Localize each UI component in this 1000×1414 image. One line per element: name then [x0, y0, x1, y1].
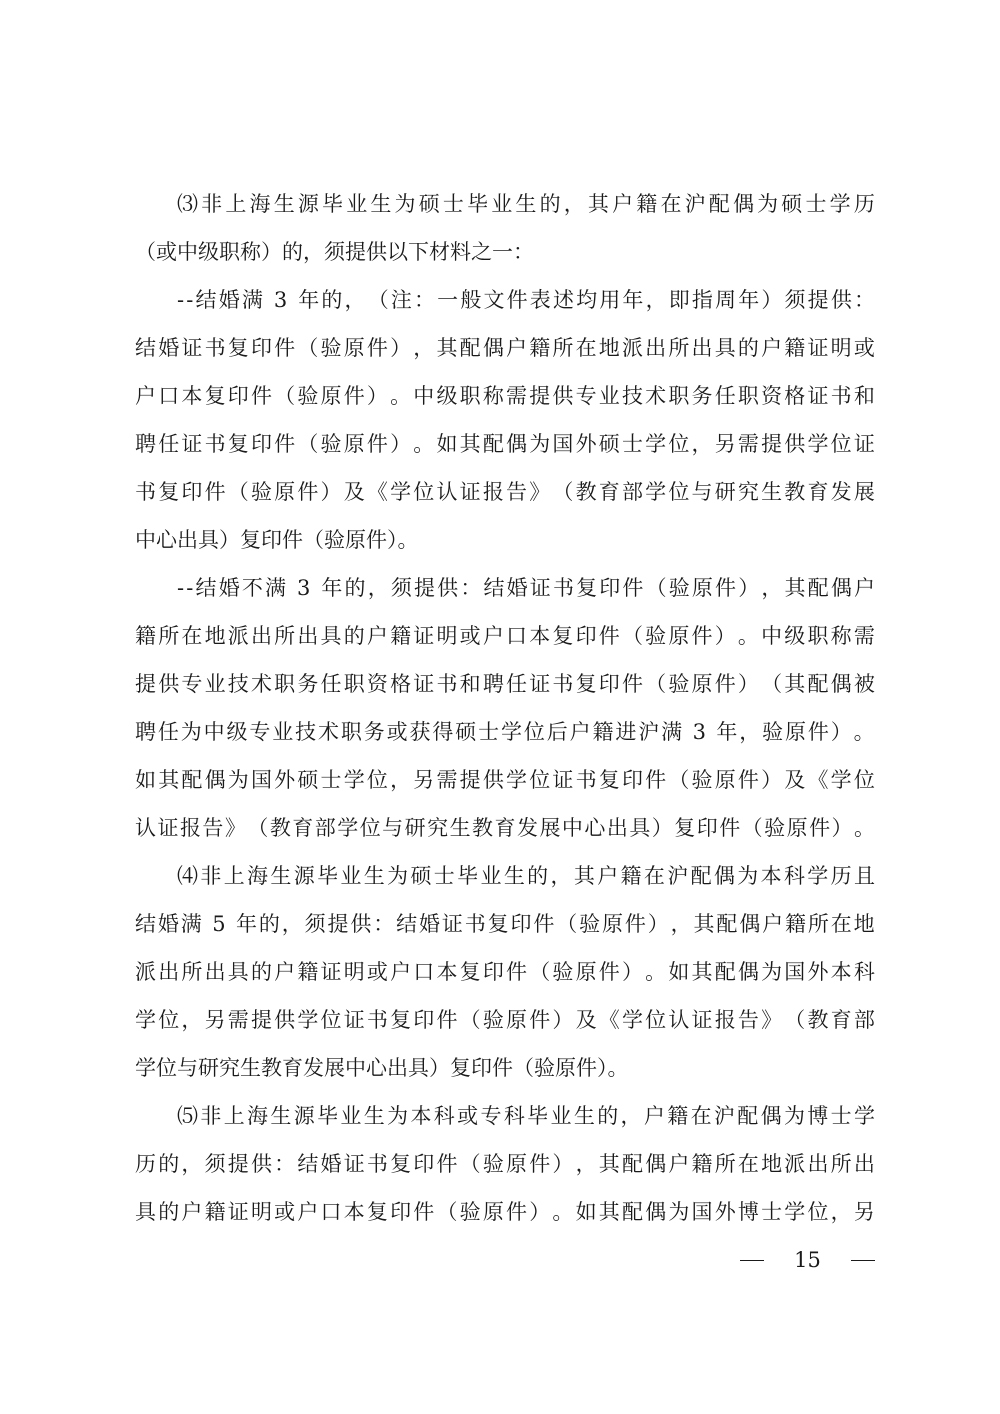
left-dash [740, 1260, 764, 1261]
text-line: 认 证 报 告 》 （ 教 育 部 学 位 与 研 究 生 教 育 发 展 中 心 出 具 ） 复 印 件 （ 验 原 件 ） 。 [135, 816, 875, 840]
text-line: 如 其 配 偶 为 国 外 硕 士 学 位 ， 另 需 提 供 学 位 证 书 复 印 件 （ 验 原 件 ） 及 《 学 位 [135, 768, 875, 792]
text-line: - - 结 婚 满 3 年 的 ， （ 注 ： 一 般 文 件 表 述 均 用 年 ， 即 指 周 年 ） 须 提 供 ： [177, 288, 875, 312]
text-line: 学位与研究生教育发展中心出具）复印件（验原件）。 [135, 1056, 629, 1080]
text-line: 结 婚 证 书 复 印 件 （ 验 原 件 ） ， 其 配 偶 户 籍 所 在 地 派 出 所 出 具 的 户 籍 证 明 或 [135, 336, 875, 360]
page-number: 15 [794, 1248, 821, 1272]
page-number-footer [740, 1240, 875, 1280]
text-line: 结 婚 满 5 年 的 ， 须 提 供 ： 结 婚 证 书 复 印 件 （ 验 原 件 ） ， 其 配 偶 户 籍 所 在 地 [135, 912, 875, 936]
text-line: 户 口 本 复 印 件 （ 验 原 件 ） 。 中 级 职 称 需 提 供 专 业 技 术 职 务 任 职 资 格 证 书 和 [135, 384, 875, 408]
text-line: 书 复 印 件 （ 验 原 件 ） 及 《 学 位 认 证 报 告 》 （ 教 育 部 学 位 与 研 究 生 教 育 发 展 [135, 480, 875, 504]
text-line: 历 的 ， 须 提 供 ： 结 婚 证 书 复 印 件 （ 验 原 件 ） ， 其 配 偶 户 籍 所 在 地 派 出 所 出 [135, 1152, 875, 1176]
text-line: 提 供 专 业 技 术 职 务 任 职 资 格 证 书 和 聘 任 证 书 复 印 件 （ 验 原 件 ） （ 其 配 偶 被 [135, 672, 875, 696]
text-line: ⑸ 非 上 海 生 源 毕 业 生 为 本 科 或 专 科 毕 业 生 的 ， 户 籍 在 沪 配 偶 为 博 士 学 [177, 1104, 875, 1128]
text-line: 中心出具）复印件（验原件）。 [135, 528, 419, 552]
text-line: 学 位 ， 另 需 提 供 学 位 证 书 复 印 件 （ 验 原 件 ） 及 《 学 位 认 证 报 告 》 （ 教 育 部 [135, 1008, 875, 1032]
text-line: ⑷ 非 上 海 生 源 毕 业 生 为 硕 士 毕 业 生 的 ， 其 户 籍 在 沪 配 偶 为 本 科 学 历 且 [177, 864, 875, 888]
text-line: ⑶ 非 上 海 生 源 毕 业 生 为 硕 士 毕 业 生 的 ， 其 户 籍 在 沪 配 偶 为 硕 士 学 历 [177, 192, 875, 216]
body-text [135, 180, 875, 1236]
text-line: 籍 所 在 地 派 出 所 出 具 的 户 籍 证 明 或 户 口 本 复 印 件 （ 验 原 件 ） 。 中 级 职 称 需 [135, 624, 875, 648]
text-line: 聘 任 证 书 复 印 件 （ 验 原 件 ） 。 如 其 配 偶 为 国 外 硕 士 学 位 ， 另 需 提 供 学 位 证 [135, 432, 875, 456]
text-line: 具 的 户 籍 证 明 或 户 口 本 复 印 件 （ 验 原 件 ） 。 如 其 配 偶 为 国 外 博 士 学 位 ， 另 [135, 1200, 875, 1224]
right-dash [851, 1260, 875, 1261]
text-line: - - 结 婚 不 满 3 年 的 ， 须 提 供 ： 结 婚 证 书 复 印 件 （ 验 原 件 ） ， 其 配 偶 户 [177, 576, 875, 600]
text-line: （或中级职称）的，须提供以下材料之一： [135, 240, 534, 264]
text-line: 聘 任 为 中 级 专 业 技 术 职 务 或 获 得 硕 士 学 位 后 户 籍 进 沪 满 3 年 ， 验 原 件 ） 。 [135, 720, 875, 744]
text-line: 派 出 所 出 具 的 户 籍 证 明 或 户 口 本 复 印 件 （ 验 原 件 ） 。 如 其 配 偶 为 国 外 本 科 [135, 960, 875, 984]
